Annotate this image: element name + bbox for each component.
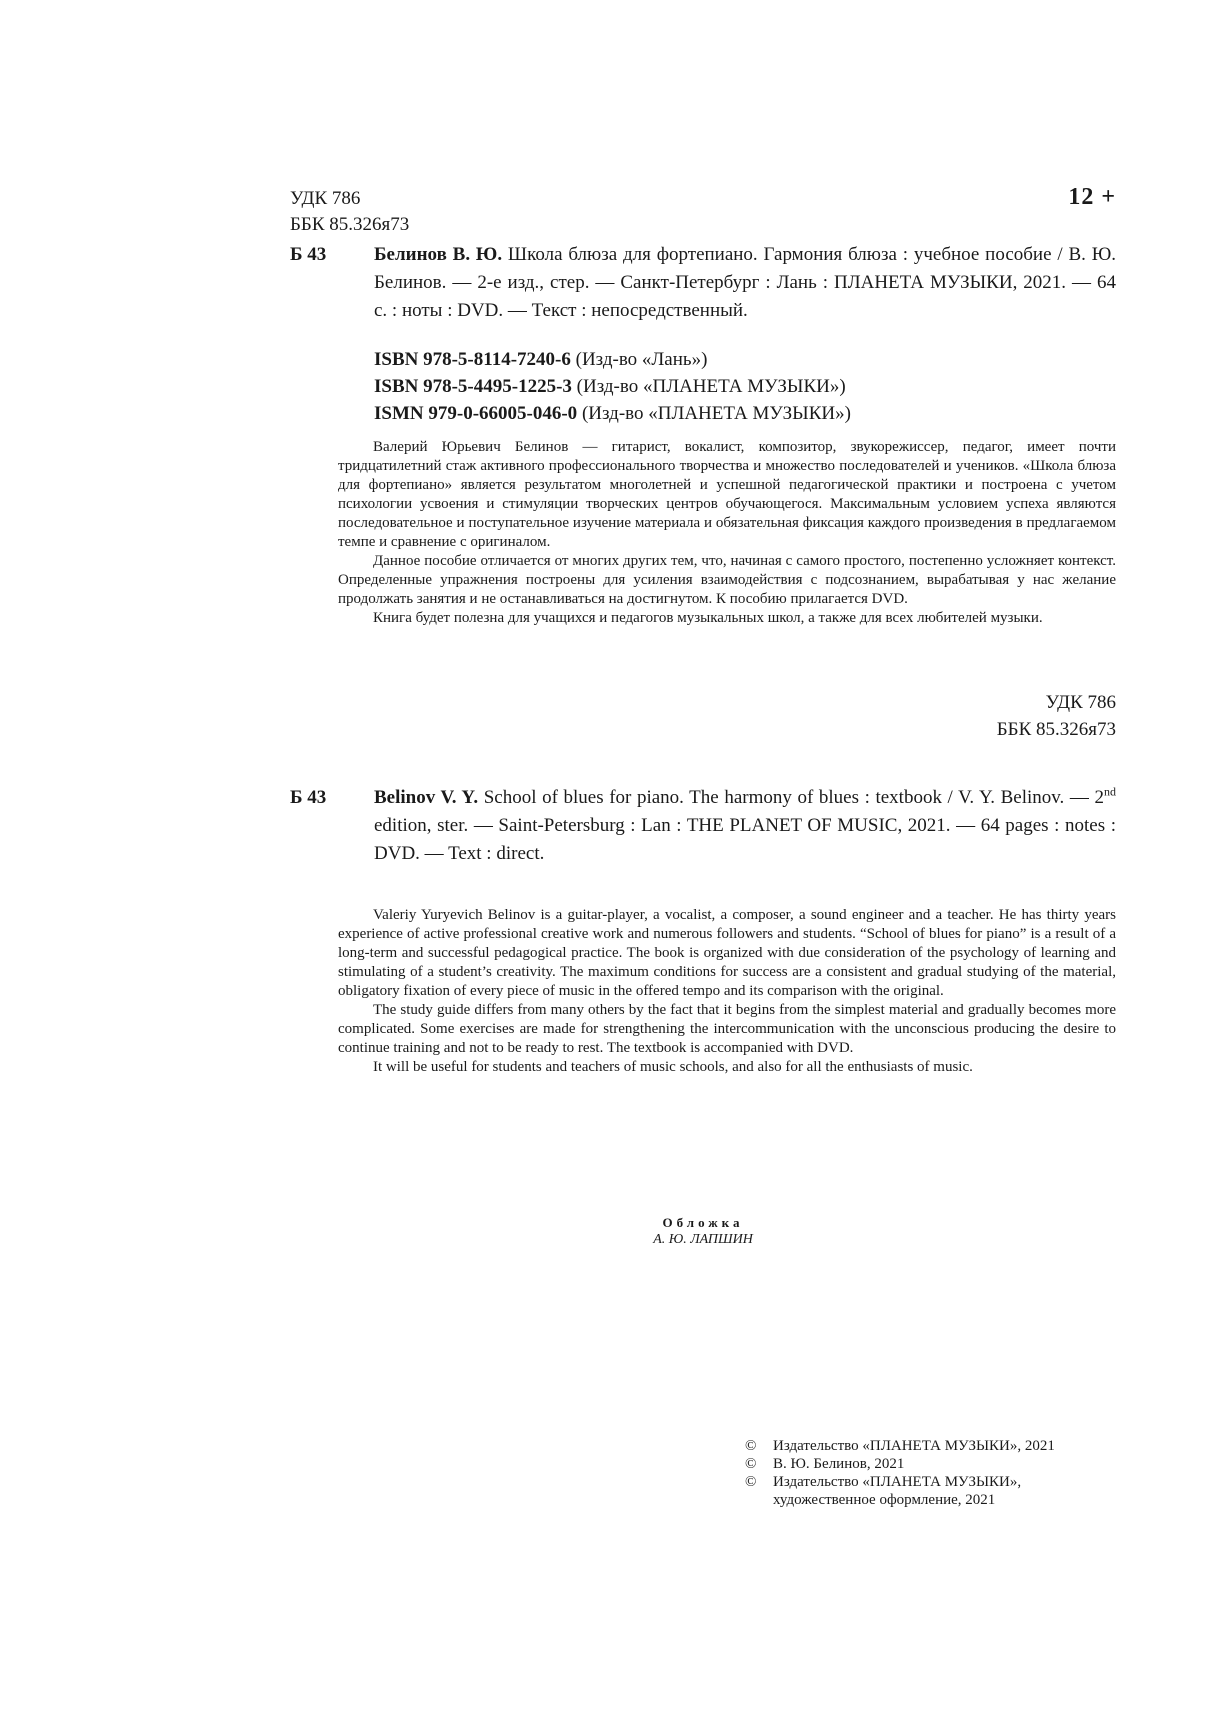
- copyright-holder-continued: художественное оформление, 2021: [773, 1492, 996, 1508]
- copyright-icon: ©: [745, 1438, 757, 1454]
- copyright-icon: ©: [745, 1456, 757, 1472]
- ordinal-suffix: nd: [1103, 784, 1116, 799]
- en-abstract: [338, 906, 1116, 1077]
- cover-credit: [290, 1214, 1116, 1248]
- abstract-paragraph: Valeriy Yuryevich Belinov is a guitar-player, a vocalist, a composer, a sound engineer and a teacher. He has thirty years experience of active professional creative work and numerous followers and students. “School of blues for piano” is a result of a long-term and successful pedagogical practice. The book is organized with due consideration of the psychology of learning and stimulating of a student’s creativity. The maximum conditions for success are a consistent and gradual studying of the material, obligatory fixation of every piece of music in the offered tempo and its comparison with the original.: [338, 907, 1116, 999]
- imprint-page: [290, 0, 1116, 1713]
- classification-codes-right: [997, 689, 1116, 743]
- copyright-block: [745, 1437, 1055, 1509]
- udk-code: УДК 786: [290, 188, 361, 209]
- isbn-list: [374, 346, 851, 427]
- copyright-holder: Издательство «ПЛАНЕТА МУЗЫКИ», 2021: [773, 1438, 1055, 1454]
- ru-abstract: [338, 438, 1116, 628]
- bbk-code: ББК 85.326я73: [996, 719, 1116, 740]
- ismn-line: [374, 400, 851, 427]
- abstract-paragraph: It will be useful for students and teachers of music schools, and also for all the enthusiasts of music.: [373, 1059, 973, 1075]
- isbn-number: ISBN 978-5-8114-7240-6: [374, 349, 571, 370]
- abstract-paragraph: Книга будет полезна для учащихся и педагогов музыкальных школ, а также для всех любителей музыки.: [373, 610, 1043, 626]
- isbn-number: ISBN 978-5-4495-1225-3: [374, 376, 572, 397]
- copyright-line: [745, 1455, 1055, 1473]
- ru-bibliographic-entry: [290, 241, 1116, 325]
- ru-bibliographic-reference: [374, 241, 1116, 325]
- author-mark: Б 43: [290, 787, 327, 808]
- copyright-holder: Издательство «ПЛАНЕТА МУЗЫКИ»,: [773, 1474, 1022, 1490]
- en-bibliographic-entry: [290, 784, 1116, 868]
- udk-code: УДК 786: [1045, 692, 1116, 713]
- ismn-publisher: (Изд-во «ПЛАНЕТА МУЗЫКИ»): [577, 403, 851, 424]
- isbn-line: [374, 373, 851, 400]
- en-bibliographic-reference: [374, 784, 1116, 868]
- classification-codes: [290, 186, 409, 238]
- ismn-number: ISMN 979-0-66005-046-0: [374, 403, 578, 424]
- en-author: Belinov V. Y.: [374, 787, 479, 808]
- author-mark: Б 43: [290, 244, 327, 265]
- age-rating: 12 +: [1068, 184, 1116, 210]
- abstract-paragraph: Данное пособие отличается от многих других тем, что, начиная с самого простого, постепенно усложняет контекст. Определенные упражнения построены для усиления взаимодействия с подсознанием, вырабатывая у нас желание продолжать занятия и не останавливаться на достигнутом. К пособию прилагается DVD.: [338, 553, 1116, 607]
- abstract-paragraph: Валерий Юрьевич Белинов — гитарист, вокалист, композитор, звукорежиссер, педагог, имеет почти тридцатилетний стаж активного профессионального творчества и множество последователей и учеников. «Школа блюза для фортепиано» является результатом многолетней и успешной педагогической практики и построена с учетом психологии усвоения и стимуляции творческих центров обучающегося. Максимальным условием успеха являются последовательное и поступательное изучение материала и обязательная фиксация каждого произведения в предлагаемом темпе и сравнение с оригиналом.: [338, 439, 1116, 550]
- abstract-paragraph: The study guide differs from many others by the fact that it begins from the simplest material and gradually becomes more complicated. Some exercises are made for strengthening the intercommunication with the unconscious producing the desire to continue training and not to be ready to rest. The textbook is accompanied with DVD.: [338, 1002, 1116, 1056]
- isbn-line: [374, 346, 851, 373]
- copyright-line-continued: [745, 1491, 1055, 1509]
- en-reference-text: School of blues for piano. The harmony of blues : textbook / V. Y. Belinov. — 2: [478, 787, 1104, 808]
- cover-label: Обложка: [662, 1215, 744, 1230]
- copyright-line: [745, 1437, 1055, 1455]
- ru-author: Белинов В. Ю.: [374, 244, 503, 265]
- ru-reference-text: Школа блюза для фортепиано. Гармония блюза : учебное пособие / В. Ю. Белинов. — 2-е изд., стер. — Санкт-Петербург : Лань : ПЛАНЕТА МУЗЫКИ, 2021. — 64 с. : ноты : DVD. — Текст : непосредственный.: [374, 244, 1116, 321]
- copyright-line: [745, 1473, 1055, 1491]
- en-reference-text-cont: edition, ster. — Saint-Petersburg : Lan : THE PLANET OF MUSIC, 2021. — 64 pages : notes : DVD. — Text : direct.: [374, 815, 1116, 864]
- bbk-code: ББК 85.326я73: [290, 214, 410, 235]
- copyright-icon: ©: [745, 1474, 757, 1490]
- copyright-holder: В. Ю. Белинов, 2021: [773, 1456, 905, 1472]
- isbn-publisher: (Изд-во «Лань»): [570, 349, 708, 370]
- cover-designer: А. Ю. ЛАПШИН: [653, 1232, 753, 1247]
- isbn-publisher: (Изд-во «ПЛАНЕТА МУЗЫКИ»): [571, 376, 846, 397]
